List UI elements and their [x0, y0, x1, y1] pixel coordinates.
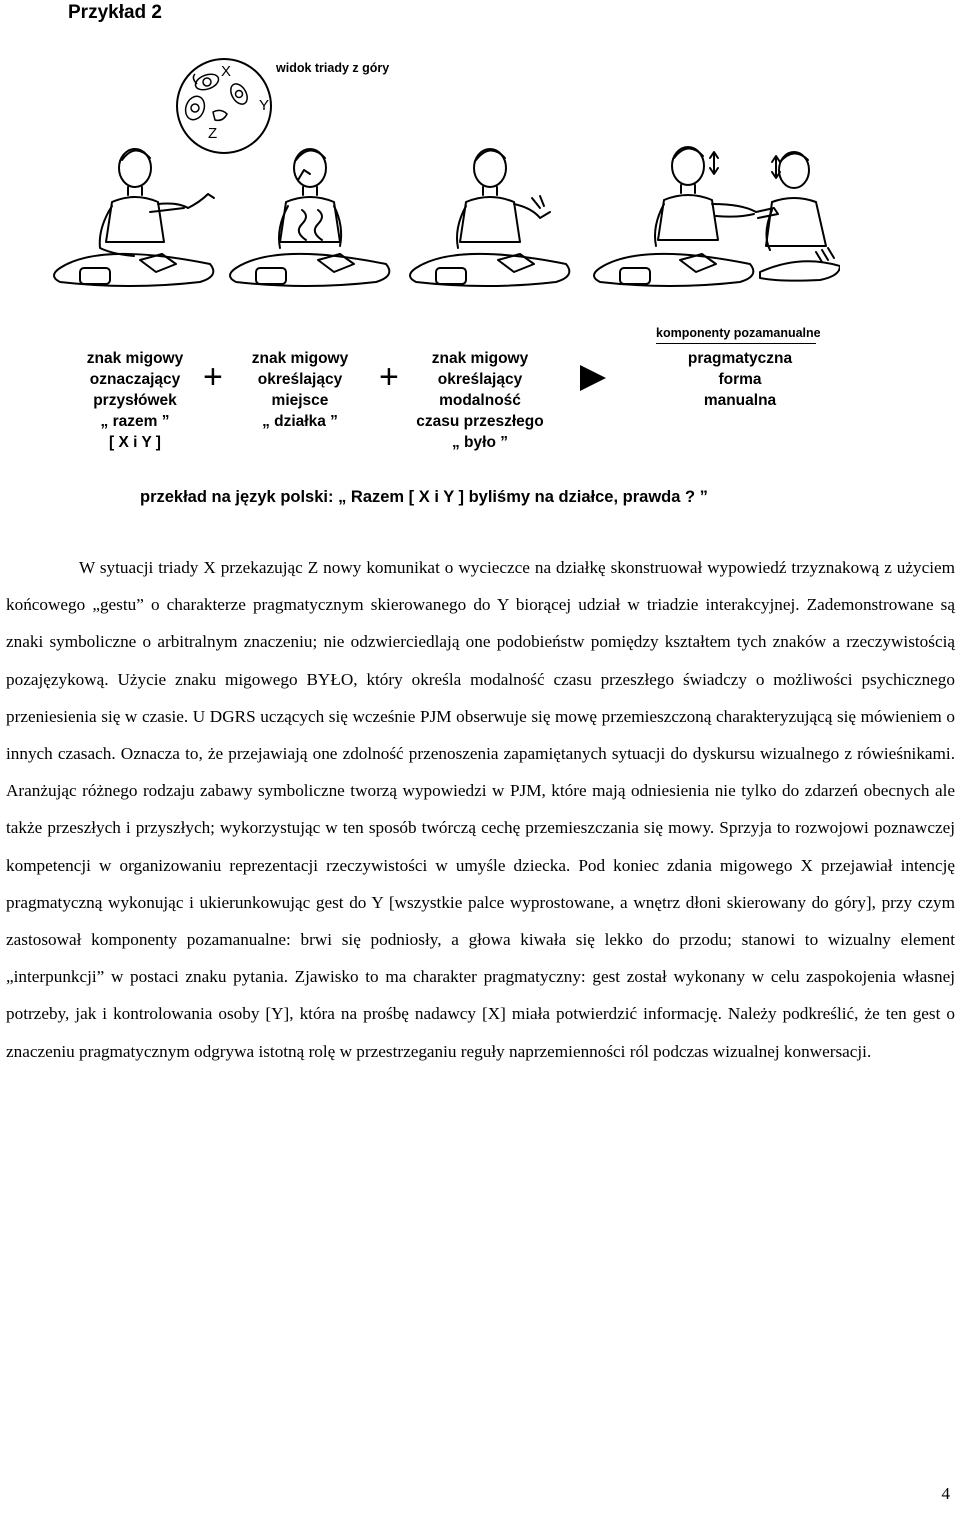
component-line: „ działka ” [262, 413, 338, 430]
component-line: określający [257, 371, 343, 388]
component-line: modalność [439, 392, 521, 409]
component-line: czasu przeszłego [416, 413, 544, 430]
sign-sequence-illustration [40, 140, 840, 300]
play-arrow-icon [580, 365, 606, 391]
triad-caption: widok triady z góry [276, 61, 390, 75]
figure-y-addressee [760, 152, 840, 281]
component-line: znak migowy [86, 350, 184, 367]
component-line: przysłówek [93, 392, 177, 409]
component-line: oznaczający [89, 371, 181, 388]
component-line: miejsce [271, 392, 329, 409]
component-razem [60, 348, 210, 453]
component-line: pragmatyczna [687, 350, 793, 367]
triad-label-x: X [221, 63, 232, 80]
component-dzialka [230, 348, 370, 432]
nonmanual-label-underline [656, 343, 816, 344]
example-heading: Przykład 2 [68, 2, 162, 23]
polish-translation: przekład na język polski: „ Razem [ X i Y ] byliśmy na działce, prawda ? ” [140, 488, 708, 506]
component-line: „ było ” [452, 434, 508, 451]
component-line: znak migowy [251, 350, 349, 367]
plus-operator: + [379, 358, 399, 396]
component-line: określający [437, 371, 523, 388]
component-bylo [400, 348, 560, 453]
component-line: forma [718, 371, 762, 388]
component-pragmatic-form [680, 348, 800, 411]
triad-label-y: Y [259, 97, 270, 114]
plus-operator: + [203, 358, 223, 396]
page-number: 4 [941, 1484, 950, 1503]
component-line: znak migowy [431, 350, 529, 367]
body-paragraph: W sytuacji triady X przekazując Z nowy komunikat o wycieczce na działkę skonstruował wypowiedź trzyznakową z użyciem końcowego „gestu” o charakterze pragmatycznym skierowanego do Y biorącej udział w triadzie interakcyjnej. Zademonstrowane są znaki symboliczne o arbitralnym znaczeniu; nie odzwierciedlają one podobieństw pomiędzy kształtem tych znaków a rzeczywistością pozajęzykową. Użycie znaku migowego BYŁO, który określa modalność czasu przeszłego świadczy o możliwości psychicznego przeniesienia się w czasie. U DGRS uczących się wcześnie PJM obserwuje się mowę przemieszczoną charakteryzującą się mówieniem o innych czasach. Oznacza to, że przejawiają one zdolność przenoszenia zapamiętanych sytuacji do dyskursu wizualnego z rówieśnikami. Aranżując różnego rodzaju zabawy symboliczne tworzą wypowiedzi w PJM, które mają odniesienia nie tylko do zdarzeń obecnych ale także przeszłych i przyszłych; wykorzystując w ten sposób twórczą cechę przemieszczania się mowy. Sprzyja to rozwojowi poznawczej kompetencji w organizowaniu reprezentacji rzeczywistości w umyśle dziecka. Pod koniec zdania migowego X przejawiał intencję pragmatyczną wykonując i ukierunkowując gest do Y [wszystkie palce wyprostowane, a wnętrz dłoni skierowany do góry], przy czym zastosował komponenty pozamanualne: brwi się podniosły, a głowa kiwała się lekko do przodu; stanowi to wizualny element „interpunkcji” w postaci znaku pytania. Zjawisko to ma charakter pragmatyczny: gest został wykonany w celu zaspokojenia własnej potrzeby, jak i kontrolowania osoby [Y], która na prośbę nadawcy [X] miała potwierdzić informację. Należy podkreślić, że ten gest o znaczeniu pragmatycznym odgrywa istotną rolę w przestrzeganiu reguły naprzemienności ról podczas wizualnej konwersacji. [6, 558, 955, 1061]
component-line: [ X i Y ] [109, 434, 161, 451]
figure-dzialka-sign [230, 149, 389, 286]
triad-label-z: Z [208, 125, 218, 142]
figure-razem-sign [54, 149, 214, 286]
nonmanual-components-label: komponenty pozamanualne [656, 326, 821, 340]
figure-x-pragmatic-gesture [594, 147, 778, 286]
figure-bylo-sign [410, 149, 569, 286]
component-line: manualna [703, 392, 777, 409]
body-text [6, 549, 955, 1070]
component-line: „ razem ” [100, 413, 170, 430]
